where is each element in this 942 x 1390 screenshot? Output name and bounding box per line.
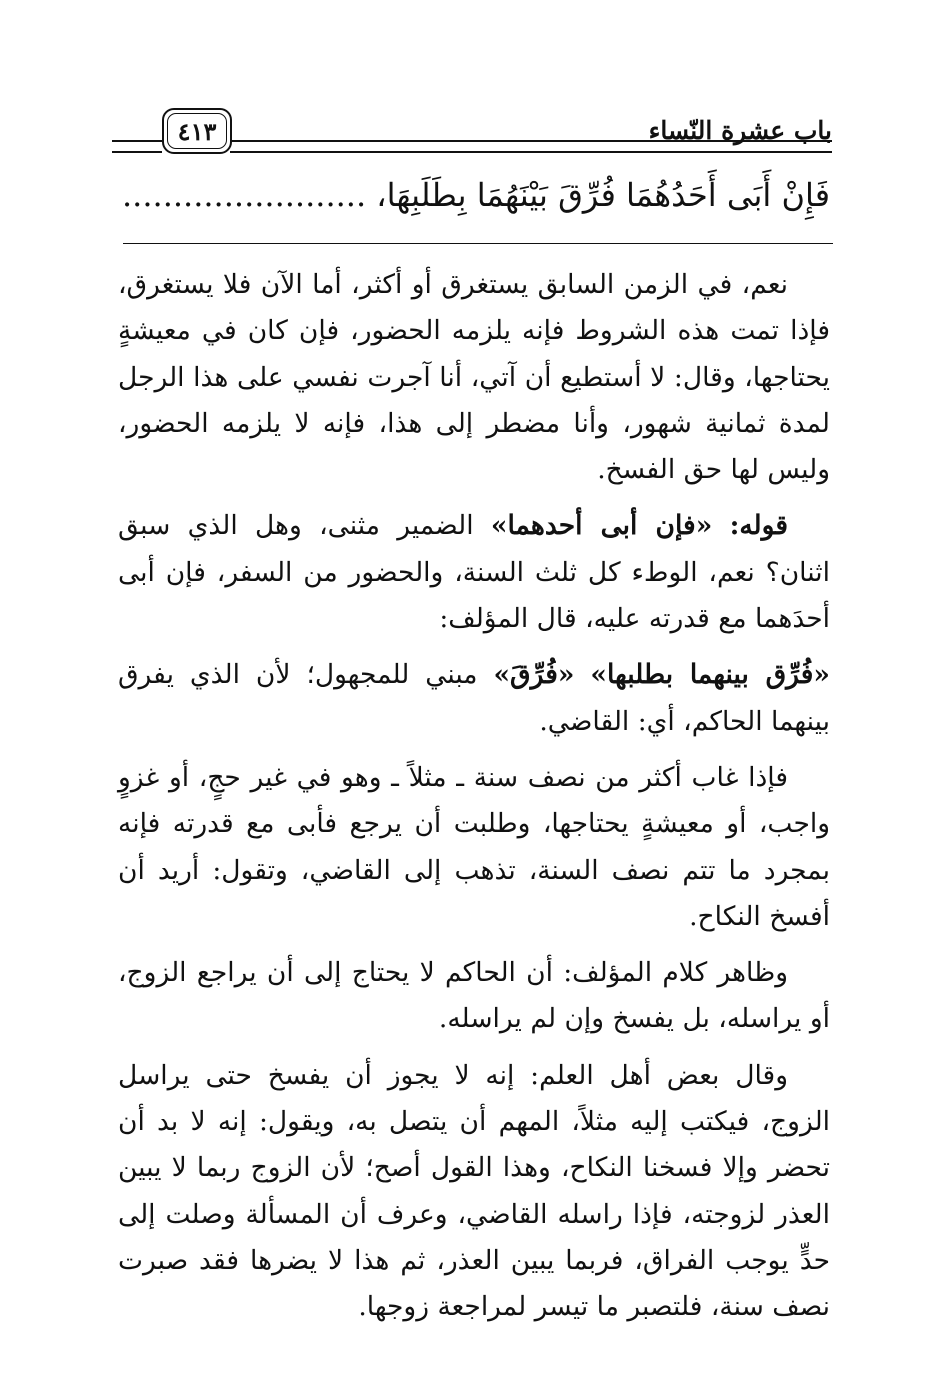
page-header [112,100,832,160]
matn-divider [123,243,833,244]
paragraph [118,503,830,642]
header-double-rule [230,140,832,153]
paragraph-text: وظاهر كلام المؤلف: أن الحاكم لا يحتاج إلى أن يراجع الزوج، أو يراسله، بل يفسخ وإن لم يراسله. [118,957,830,1035]
qawluhu-label: قوله: [729,510,788,542]
chapter-title: باب عشرة النّساء [648,116,832,145]
paragraph [118,950,830,1043]
paragraph-text: فإذا غاب أكثر من نصف سنة ـ مثلاً ـ وهو في غير حجٍ، أو غزوٍ واجب، أو معيشةٍ يحتاجها، وطلبت أن يرجع فأبى مع قدرته فإنه بمجرد ما تتم نصف السنة، تذهب إلى القاضي، وتقول: أريد أن أفسخ النكاح. [118,761,830,932]
paragraph-text: نعم، في الزمن السابق يستغرق أو أكثر، أما الآن فلا يستغرق، فإذا تمت هذه الشروط فإنه يلزمه الحضور، فإن كان في معيشةٍ يحتاجها، وقال: لا أستطيع أن آتي، أنا آجرت نفسي على هذا الرجل لمدة ثمانية شهور، وأنا مضطر إلى هذا، فإنه لا يلزمه الحضور، وليس لها حق الفسخ. [118,269,830,486]
page-number: ٤١٣ [162,108,232,154]
paragraph [118,652,830,745]
paragraph-text: وقال بعض أهل العلم: إنه لا يجوز أن يفسخ حتى يراسل الزوج، فيكتب إليه مثلاً، المهم أن يتصل به، ويقول: إنه لا بد أن تحضر وإلا فسخنا النكاح، وهذا القول أصح؛ لأن الزوج ربما لا يبين العذر لزوجته، فإذا راسله القاضي، وعرف أن المسألة وصلت إلى حدٍّ يوجب الفراق، فربما يبين العذر، ثم هذا لا يضرها فقد صبرت نصف سنة، فلتصبر ما تيسر لمراجعة زوجها. [118,1059,830,1323]
paragraph [118,755,830,940]
quoted-word: «فُرِّقَ» [493,659,575,691]
matn-text: فَإِنْ أَبَى أَحَدُهُمَا فُرِّقَ بَيْنَهُمَا بِطَلَبِهَا، ........................ [122,176,830,214]
commentary-body [118,262,830,1341]
header-double-rule-short [112,140,162,153]
paragraph [118,1053,830,1331]
quoted-matn: «فُرِّق بينهما بطلبها» [590,659,830,691]
quoted-matn: «فإن أبى أحدهما» [490,510,713,542]
paragraph-text: الضمير مثنى، وهل الذي سبق اثنان؟ نعم، الوطء كل ثلث السنة، والحضور من السفر، فإن أبى أحدَهما مع قدرته عليه، قال المؤلف: [118,510,830,635]
paragraph-text: مبني للمجهول؛ لأن الذي يفرق بينهما الحاكم، أي: القاضي. [118,659,830,737]
paragraph [118,262,830,493]
